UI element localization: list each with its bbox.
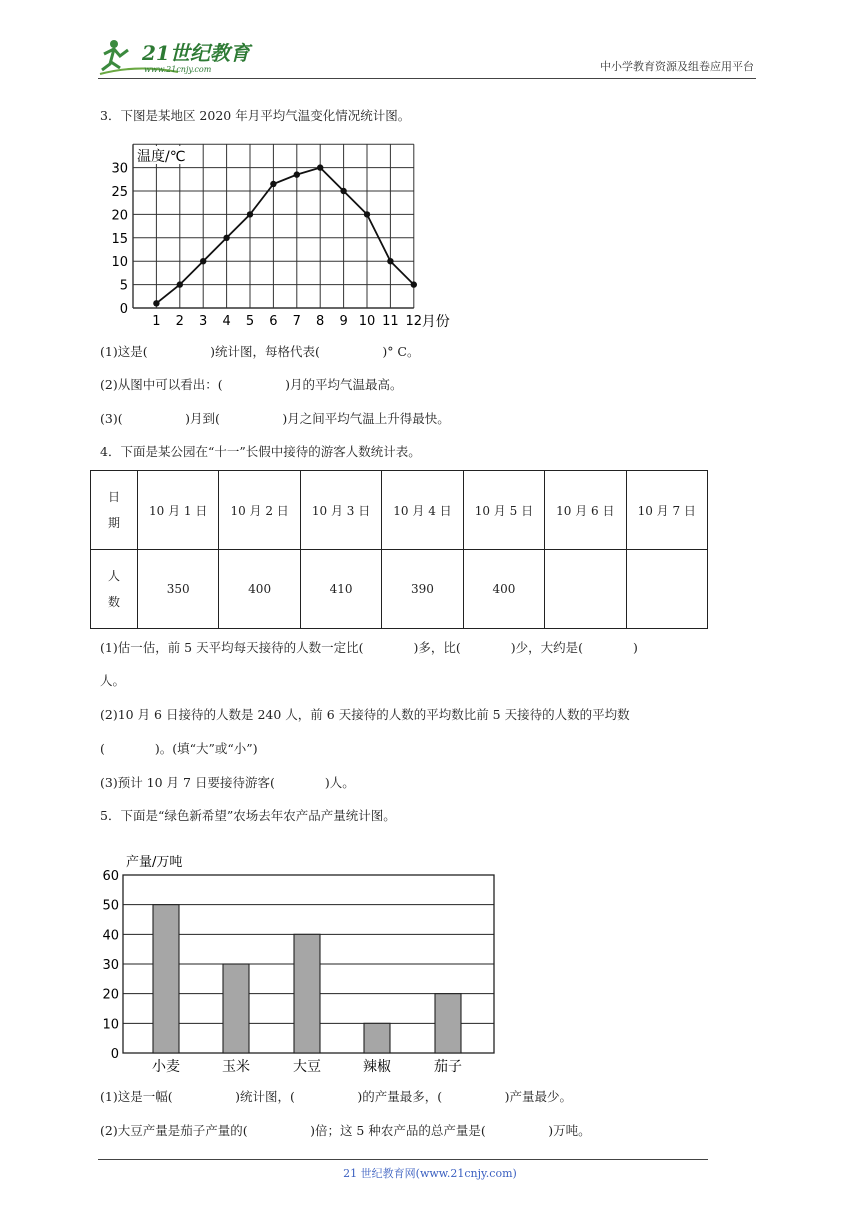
q4-sub1-cont: 人。: [100, 673, 126, 688]
table-cell-date: 10 月 3 日: [300, 471, 381, 550]
temperature-series-line: [156, 168, 413, 304]
x-tick-label: 6: [269, 314, 278, 329]
table-cell-date: 10 月 4 日: [382, 471, 463, 550]
data-point: [153, 300, 159, 306]
y-tick-label: 10: [102, 1017, 119, 1033]
y-tick-label: 0: [110, 1047, 119, 1062]
y-tick-label: 20: [102, 987, 119, 1003]
y-axis-label: 温度/℃: [137, 149, 186, 165]
q3-sub1: (1)这是( )统计图，每格代表( )° C。: [100, 344, 420, 359]
q3-sub2: (2)从图中可以看出：( )月的平均气温最高。: [100, 377, 403, 392]
table-header-date: 日 期: [91, 471, 138, 550]
footer-divider: [98, 1159, 708, 1160]
data-point: [340, 188, 346, 194]
q4-sub2: (2)10 月 6 日接待的人数是 240 人，前 6 天接待的人数的平均数比前 5 天接待的人数的平均数: [100, 707, 630, 722]
x-axis-label: 月份: [421, 314, 450, 330]
y-tick-label: 20: [111, 208, 128, 224]
y-axis-label: 产量/万吨: [126, 855, 183, 870]
x-tick-label: 茄子: [434, 1059, 462, 1075]
x-tick-label: 大豆: [293, 1059, 321, 1075]
y-tick-label: 40: [102, 928, 119, 944]
y-tick-label: 15: [111, 231, 128, 247]
y-tick-label: 25: [111, 185, 128, 200]
y-tick-label: 50: [102, 898, 119, 914]
bar: [435, 994, 461, 1053]
header-platform-text: 中小学教育资源及组卷应用平台: [600, 60, 754, 73]
table-cell-date: 10 月 1 日: [138, 471, 219, 550]
q5-sub2: (2)大豆产量是茄子产量的( )倍；这 5 种农产品的总产量是( )万吨。: [100, 1123, 591, 1138]
q4-sub3: (3)预计 10 月 7 日要接待游客( )人。: [100, 775, 355, 790]
x-tick-label: 玉米: [222, 1059, 250, 1075]
table-cell-date: 10 月 2 日: [219, 471, 300, 550]
table-cell-date: 10 月 7 日: [626, 471, 707, 550]
data-point: [223, 235, 229, 241]
production-bar-chart: [96, 850, 506, 1080]
data-point: [247, 211, 253, 217]
table-cell-count: 400: [463, 550, 544, 629]
x-tick-label: 11: [382, 314, 399, 329]
q4-sub2-cont: ( )。(填“大”或“小”): [100, 741, 258, 756]
data-point: [270, 181, 276, 187]
q4-title: 4．下面是某公园在“十一”长假中接待的游客人数统计表。: [100, 444, 421, 459]
q3-title: 3．下图是某地区 2020 年月平均气温变化情况统计图。: [100, 108, 411, 123]
visitor-table: [90, 470, 708, 629]
y-tick-label: 60: [102, 869, 119, 884]
x-tick-label: 12: [405, 314, 423, 329]
y-tick-label: 10: [111, 255, 128, 271]
table-cell-date: 10 月 5 日: [463, 471, 544, 550]
page-header: [98, 30, 756, 79]
logo-url-text: www.21cnjy.com: [144, 65, 212, 74]
logo: [98, 34, 268, 76]
data-point: [387, 258, 393, 264]
table-row-counts: [91, 550, 708, 629]
q3-sub3: (3)( )月到( )月之间平均气温上升得最快。: [100, 411, 450, 426]
table-cell-count: [626, 550, 707, 629]
x-tick-label: 8: [316, 314, 325, 329]
x-tick-label: 4: [222, 314, 231, 329]
table-cell-count: 390: [382, 550, 463, 629]
table-cell-count: 410: [300, 550, 381, 629]
x-tick-label: 5: [245, 314, 255, 329]
data-point: [177, 281, 183, 287]
y-tick-label: 5: [119, 278, 128, 294]
bar: [364, 1023, 390, 1053]
q5-sub1: (1)这是一幅( )统计图，( )的产量最多，( )产量最少。: [100, 1089, 572, 1104]
table-row-dates: [91, 471, 708, 550]
data-point: [411, 281, 417, 287]
table-header-count: 人 数: [91, 550, 138, 629]
x-tick-label: 3: [199, 314, 208, 329]
bar: [153, 905, 179, 1053]
q4-sub1: (1)估一估，前 5 天平均每天接待的人数一定比( )多，比( )少，大约是( ): [100, 640, 638, 655]
table-cell-count: 350: [138, 550, 219, 629]
x-tick-label: 小麦: [152, 1059, 180, 1075]
y-tick-label: 30: [111, 161, 128, 177]
bar: [223, 964, 249, 1053]
x-tick-label: 2: [175, 314, 184, 329]
data-point: [200, 258, 206, 264]
data-point: [294, 171, 300, 177]
table-cell-date: 10 月 6 日: [545, 471, 626, 550]
x-tick-label: 辣椒: [363, 1059, 391, 1075]
data-point: [364, 211, 370, 217]
x-tick-label: 10: [358, 314, 376, 329]
x-tick-label: 1: [152, 314, 161, 329]
table-cell-count: [545, 550, 626, 629]
x-tick-label: 9: [339, 314, 348, 329]
y-tick-label: 0: [119, 302, 128, 317]
temperature-line-chart: [110, 142, 480, 334]
bar: [294, 934, 320, 1053]
footer-text: 21 世纪教育网(www.21cnjy.com): [343, 1167, 517, 1180]
logo-brand-text: 21世纪教育: [142, 41, 250, 65]
table-cell-count: 400: [219, 550, 300, 629]
data-point: [317, 164, 323, 170]
x-tick-label: 7: [292, 314, 301, 329]
q5-title: 5．下面是“绿色新希望”农场去年农产品产量统计图。: [100, 808, 396, 823]
y-tick-label: 30: [102, 958, 119, 973]
